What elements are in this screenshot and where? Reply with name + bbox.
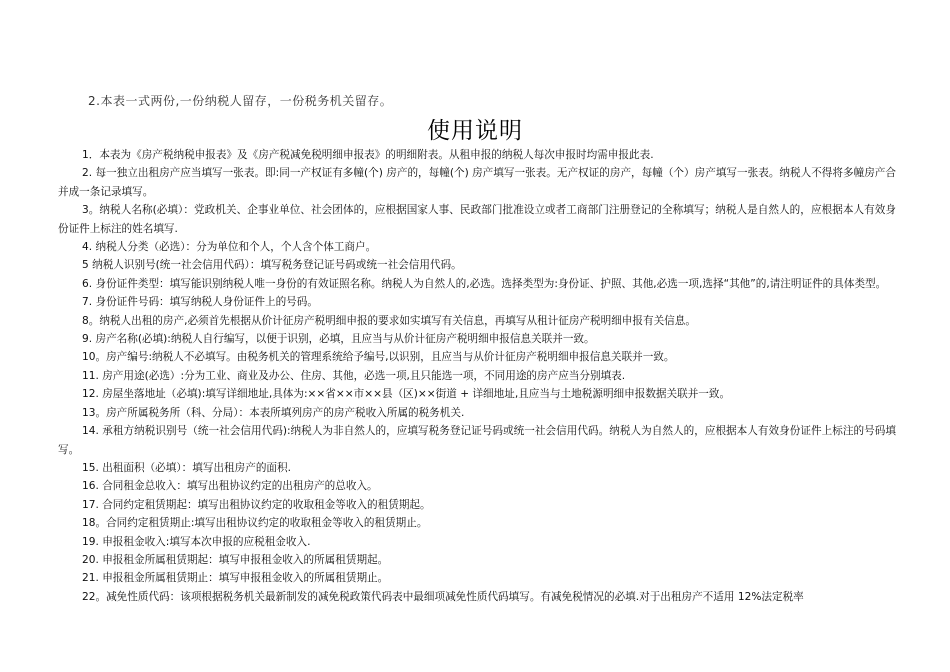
instruction-paragraph-16: 16. 合同租金总收入：填写出租协议约定的出租房产的总收入。: [82, 480, 378, 493]
instruction-paragraph-3: 3。纳税人名称(必填）：党政机关、企事业单位、社会团体的，应根据国家人事、民政部门批准设立或者工商部门注册登记的全称填写；纳税人是自然人的，应根据本人有效身份证件上标注的姓名填写.: [58, 204, 896, 235]
instruction-paragraph-11: 11. 房产用途(必选）:分为工业、商业及办公、住房、其他，必选一项,且只能选一项，不同用途的房产应当分别填表.: [82, 369, 626, 382]
instruction-paragraph-19: 19. 申报租金收入:填写本次申报的应税租金收入.: [82, 535, 311, 548]
instruction-paragraph-2: 2. 每一独立出租房产应当填写一张表。即:同一产权证有多幢(个) 房产的，每幢(个) 房产填写一张表。无产权证的房产，每幢（个）房产填写一张表。纳税人不得将多幢房产合并成一条记录填写。: [58, 167, 896, 198]
header-note: 2.本表一式两份,一份纳税人留存，一份税务机关留存。: [88, 94, 393, 108]
instruction-paragraph-6: 6. 身份证件类型：填写能识别纳税人唯一身份的有效证照名称。纳税人为自然人的,必选。选择类型为:身份证、护照、其他,必选一项,选择“其他”的,请注明证件的具体类型。: [82, 277, 887, 290]
instruction-paragraph-1: 1．本表为《房产税纳税申报表》及《房产税减免税明细申报表》的明细附表。从租申报的纳税人每次申报时均需申报此表.: [82, 149, 654, 161]
instruction-paragraph-22: 22。减免性质代码：该项根据税务机关最新制发的减免税政策代码表中最细项减免性质代码填写。有减免税情况的必填.对于出租房产不适用 12%法定税率: [82, 590, 804, 603]
instruction-paragraph-5: 5 纳税人识别号(统一社会信用代码）：填写税务登记证号码或统一社会信用代码。: [82, 259, 462, 272]
page-title: 使用说明: [427, 118, 523, 144]
instruction-paragraph-10: 10。房产编号:纳税人不必填写。由税务机关的管理系统给予编号,以识别，且应当与从价计征房产税明细申报信息关联并一致。: [82, 351, 675, 364]
instruction-paragraph-13: 13。房产所属税务所（科、分局）：本表所填列房产的房产税收入所属的税务机关.: [82, 406, 465, 419]
instructions-body: [58, 146, 896, 606]
instruction-paragraph-4: 4. 纳税人分类（必选）：分为单位和个人，个人含个体工商户。: [82, 241, 377, 254]
instruction-paragraph-20: 20. 申报租金所属租赁期起：填写申报租金收入的所属租赁期起。: [82, 553, 389, 566]
instruction-paragraph-7: 7. 身份证件号码：填写纳税人身份证件上的号码。: [82, 296, 318, 309]
instruction-paragraph-9: 9. 房产名称(必填):纳税人自行编写，以便于识别，必填，且应当与从价计征房产税明细申报信息关联并一致。: [82, 333, 595, 346]
instruction-paragraph-14: 14. 承租方纳税识别号（统一社会信用代码):纳税人为非自然人的，应填写税务登记证号码或统一社会信用代码。纳税人为自然人的，应根据本人有效身份证件上标注的号码填写。: [58, 425, 896, 456]
instruction-paragraph-8: 8。纳税人出租的房产,必须首先根据从价计征房产税明细申报的要求如实填写有关信息，再填写从租计征房产税明细申报有关信息。: [82, 314, 696, 327]
instruction-paragraph-18: 18。合同约定租赁期止:填写出租协议约定的收取租金等收入的租赁期止。: [82, 517, 428, 530]
instruction-paragraph-12: 12. 房屋坐落地址（必填):填写详细地址,具体为:××省××市××县（区)××街道 + 详细地址,且应当与土地税源明细申报数据关联并一致。: [82, 388, 731, 401]
instruction-paragraph-15: 15. 出租面积（必填）：填写出租房产的面积.: [82, 461, 291, 474]
instruction-paragraph-17: 17. 合同约定租赁期起：填写出租协议约定的收取租金等收入的租赁期起。: [82, 498, 431, 511]
instruction-paragraph-21: 21. 申报租金所属租赁期止：填写申报租金收入的所属租赁期止。: [82, 572, 389, 585]
